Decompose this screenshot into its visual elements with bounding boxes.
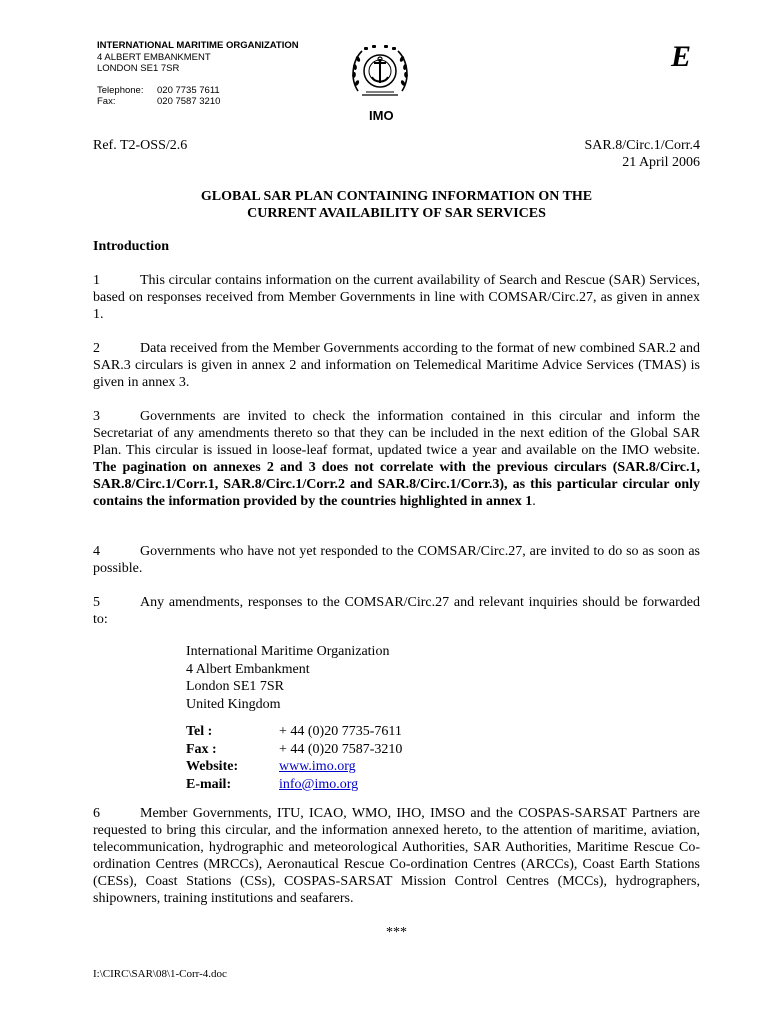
reference-number: Ref. T2-OSS/2.6	[93, 138, 188, 153]
contact-details	[186, 723, 402, 793]
paragraph: 1 This circular contains information on the current availability of Search and Rescue (SAR) Services, based on responses received from Member Governments in line with COMSAR/Circ.27, as given in annex 1.	[93, 273, 700, 322]
language-code: E	[671, 40, 692, 73]
address-line: 4 ALBERT EMBANKMENT	[97, 51, 211, 63]
email-link[interactable]: info@imo.org	[279, 776, 359, 792]
section-separator: ***	[386, 925, 407, 940]
website-link[interactable]: www.imo.org	[279, 759, 356, 774]
emphasis-text: The pagination on annexes 2 and 3 does not correlate with the previous circulars (SAR.8/Circ.1, SAR.8/Circ.1/Corr.1, SAR.8/Circ.1/Corr.2 and SAR.8/Circ.1/Corr.3), as this particular circular only contains the information provided by the countries highlighted in annex 1	[93, 460, 700, 509]
logo-caption: IMO	[369, 108, 394, 123]
website-row: Website: www.imo.org	[186, 759, 356, 774]
paragraph: 5 Any amendments, responses to the COMSAR/Circ.27 and relevant inquiries should be forwarded to:	[93, 595, 700, 627]
letterhead-address	[97, 40, 299, 108]
imo-emblem-icon	[348, 43, 412, 103]
file-path: I:\CIRC\SAR\08\1-Corr-4.doc	[93, 968, 227, 980]
document-reference	[584, 137, 700, 171]
document-symbol: SAR.8/Circ.1/Corr.4	[584, 138, 700, 153]
fax-row: Fax : + 44 (0)20 7587-3210	[186, 741, 403, 757]
paragraph: 2 Data received from the Member Governments according to the format of new combined SAR.2 and SAR.3 circulars is given in annex 2 and information on Telemedical Maritime Advice Services (TMAS) is given in annex 3.	[93, 341, 700, 390]
document-date: 21 April 2006	[622, 155, 700, 170]
paragraph: 6 Member Governments, ITU, ICAO, WMO, IHO, IMSO and the COSPAS-SARSAT Partners are requested to bring this circular, and the information annexed hereto, to the attention of maritime, aviation, telecommunication, hydrographic and meteorological Authorities, SAR Authorities, Maritime Rescue Co-ordination Centres (MRCCs), Aeronautical Rescue Co-ordination Centres (ARCCs), Coast Earth Stations (CESs), Coast Stations (CSs), COSPAS-SARSAT Mission Control Centres (MCCs), hydrographers, shipowners, training institutions and seafarers.	[93, 806, 700, 906]
tel-row: Tel : + 44 (0)20 7735-7611	[186, 724, 402, 739]
address-line: LONDON SE1 7SR	[97, 63, 180, 74]
document-title: GLOBAL SAR PLAN CONTAINING INFORMATION ON THE CURRENT AVAILABILITY OF SAR SERVICES	[200, 189, 593, 221]
telephone-line: Telephone: 020 7735 7611	[97, 84, 220, 96]
email-row: E-mail: info@imo.org	[186, 776, 359, 792]
section-heading: Introduction	[93, 239, 169, 254]
paragraph: 4 Governments who have not yet responded to the COMSAR/Circ.27, are invited to do so as soon as possible.	[93, 544, 700, 576]
fax-line: Fax: 020 7587 3210	[97, 96, 221, 107]
mailing-address: International Maritime Organization 4 Albert Embankment London SE1 7SR United Kingdom	[186, 644, 390, 712]
paragraph: 3 Governments are invited to check the information contained in this circular and inform the Secretariat of any amendments thereto so that they can be included in the next edition of the Global SAR Plan. This circular is issued in loose-leaf format, updated twice a year and available on the IMO website. The pagination on annexes 2 and 3 does not correlate with the previous circulars (SAR.8/Circ.1, SAR.8/Circ.1/Corr.1, SAR.8/Circ.1/Corr.2 and SAR.8/Circ.1/Corr.3), as this particular circular only contains the information provided by the countries highlighted in annex 1.	[93, 409, 700, 509]
org-name: INTERNATIONAL MARITIME ORGANIZATION	[97, 40, 299, 51]
